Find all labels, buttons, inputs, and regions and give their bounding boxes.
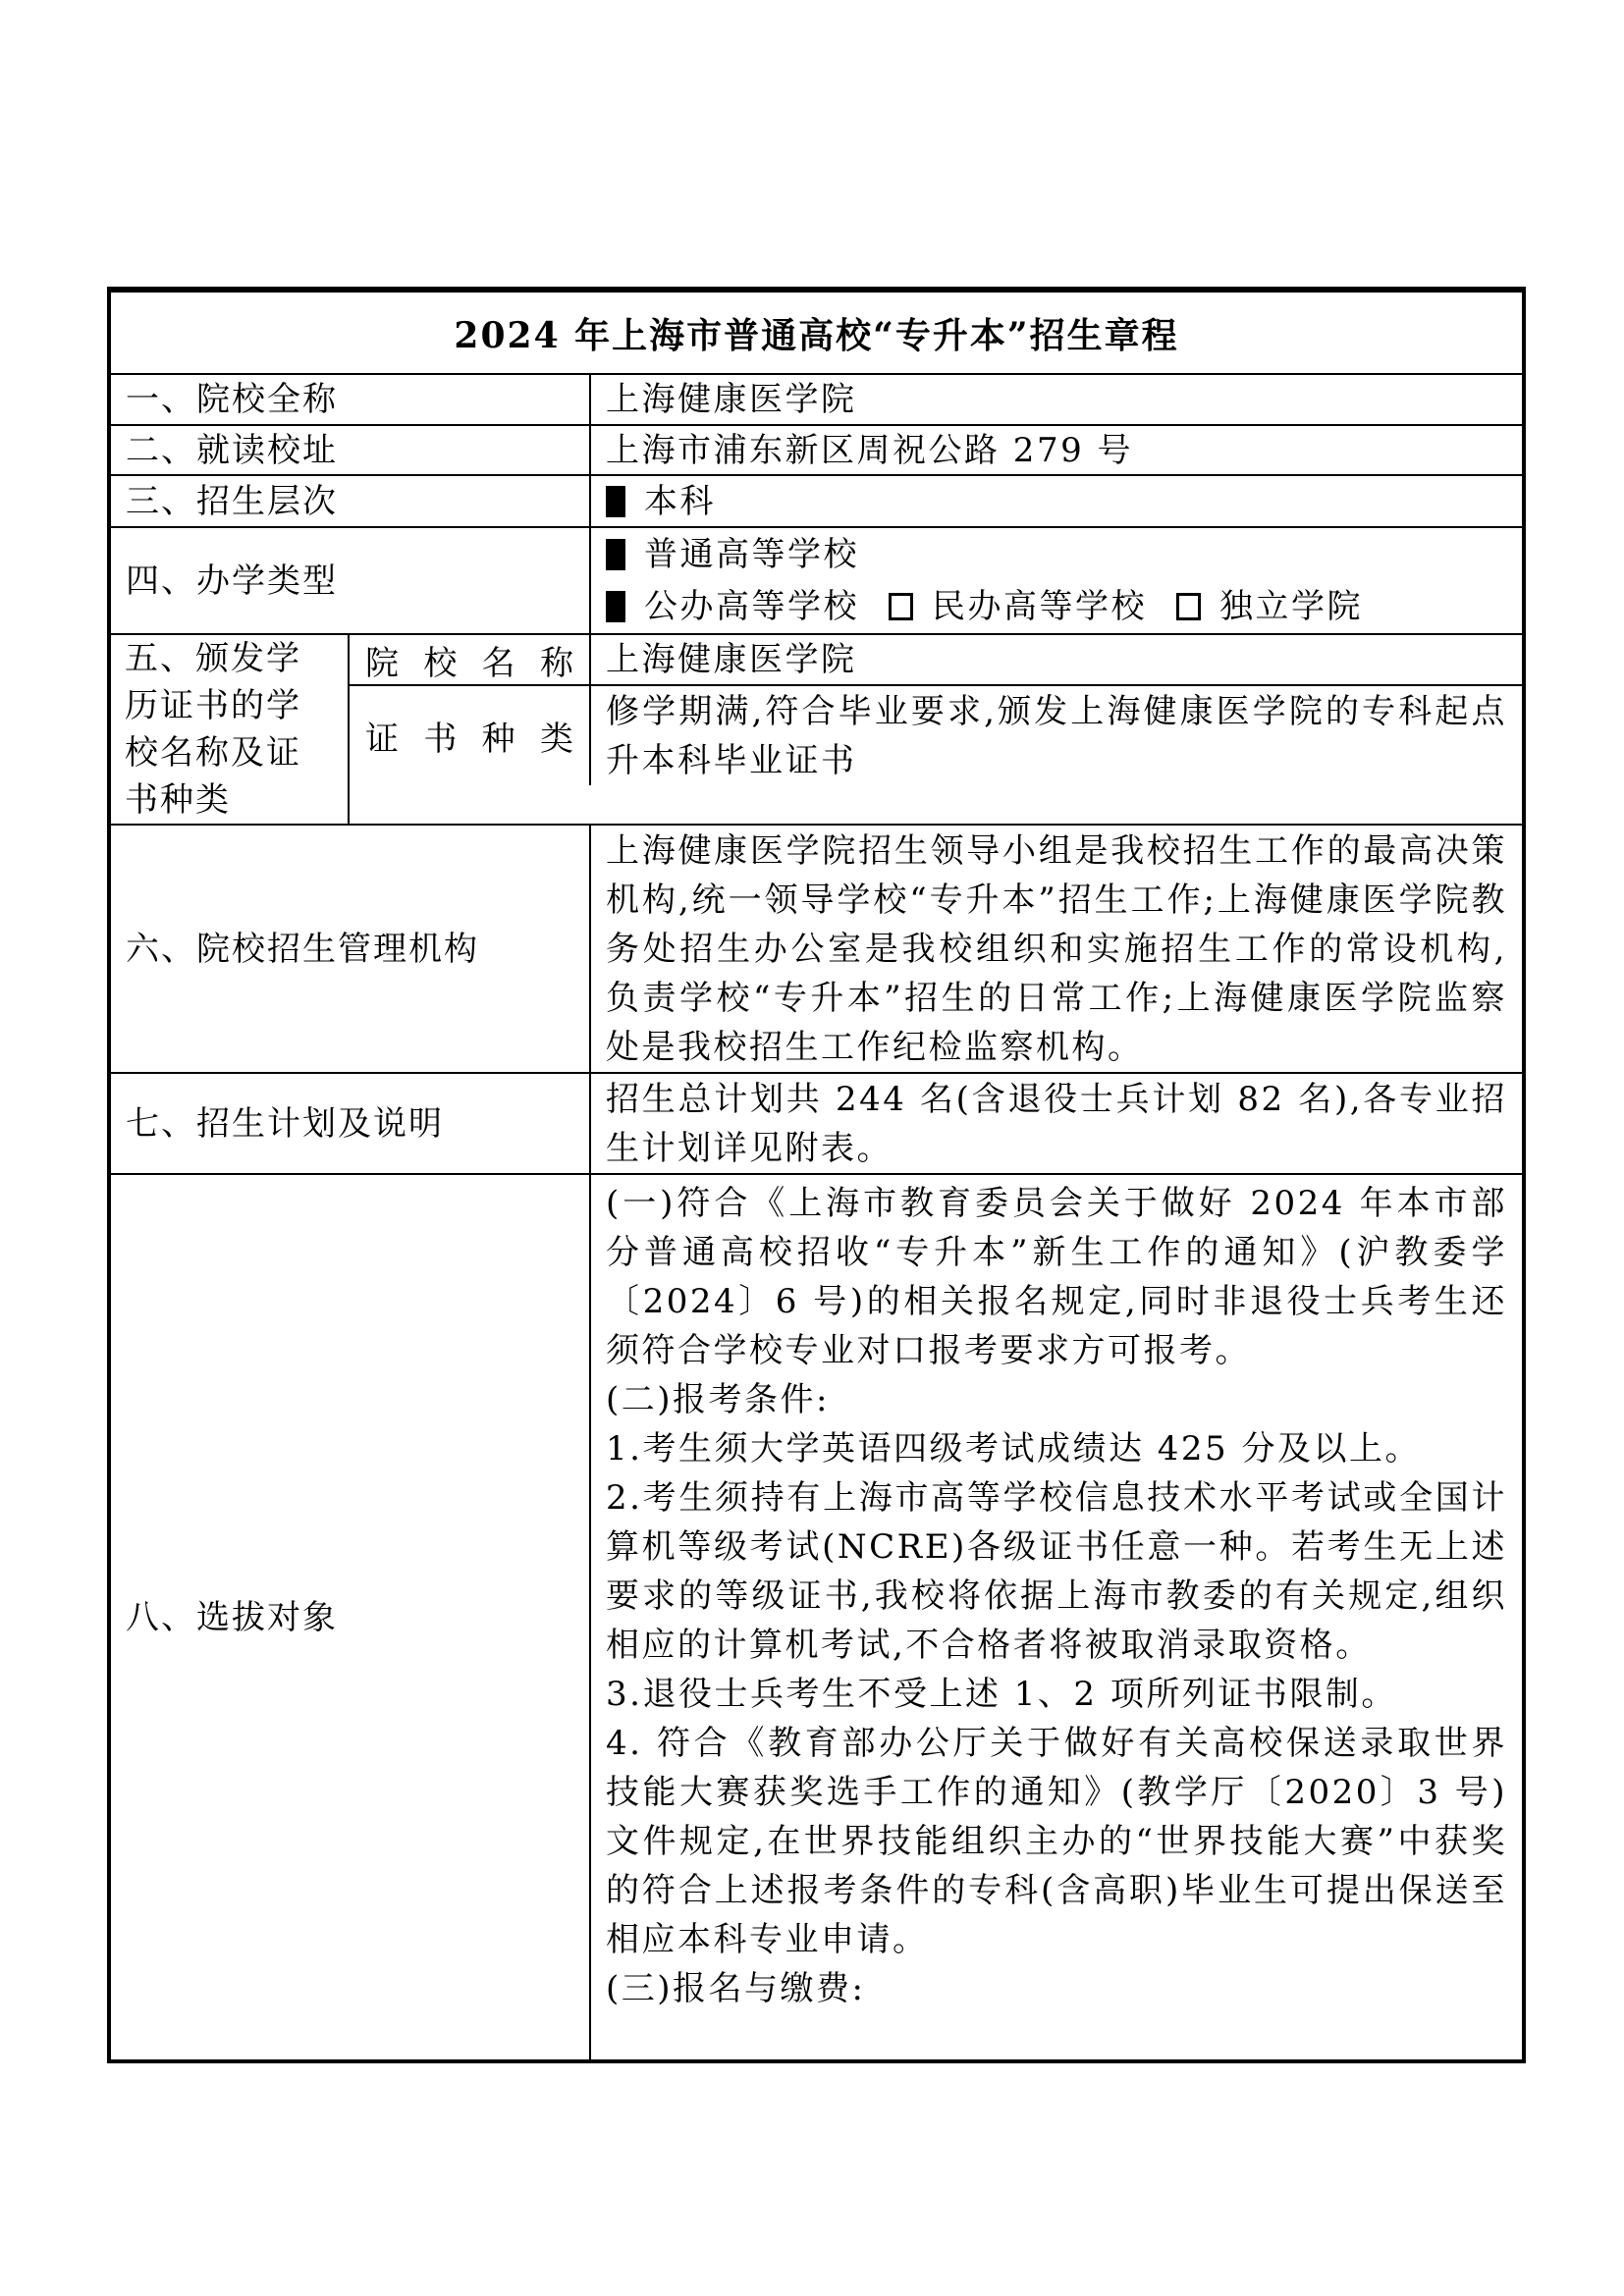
row-value: 上海健康医学院 [606,380,857,419]
option-line [606,529,1507,581]
row-value: 上海健康医学院 [606,640,857,679]
checkbox-checked-icon [606,591,625,622]
option-private-higher-school [889,582,1147,631]
checkbox-unchecked-icon [1176,593,1201,620]
row-certificate [111,633,1522,824]
paragraph: 2.考生须持有上海市高等学校信息技术水平考试或全国计算机等级考试(NCRE)各级证书任意一种。若考生无上述要求的等级证书,我校将依据上海市教委的有关规定,组织相应的计算机考试,不合格者将被取消录取资格。 [606,1478,1507,1665]
row-certificate-type [350,684,1522,785]
option-label: 公办高等学校 [644,587,859,626]
option-line [606,581,1507,633]
row-campus-address [111,424,1522,474]
checkbox-checked-icon [606,486,625,517]
paragraph: 4. 符合《教育部办公厅关于做好有关高校保送录取世界技能大赛获奖选手工作的通知》(教学厅〔2020〕3 号)文件规定,在世界技能组织主办的“世界技能大赛”中获奖的符合上述报考条件的专科(含高职)毕业生可提出保送至相应本科专业申请。 [606,1724,1507,1959]
row-label: 三、招生层次 [126,481,338,521]
row-value: 上海市浦东新区周祝公路 279 号 [606,430,1134,470]
row-label: 院 校 名 称 [365,643,573,683]
paragraph: (二)报考条件: [606,1380,830,1419]
row-admissions-management [111,824,1522,1072]
paragraph: (一)符合《上海市教育委员会关于做好 2024 年本市部分普通高校招收“专升本”新生工作的通知》(沪教委学〔2024〕6 号)的相关报名规定,同时非退役士兵考生还须符合学校专业对口报考要求方可报考。 [606,1184,1507,1370]
selection-targets-text [606,1179,1507,2013]
paragraph: 3.退役士兵考生不受上述 1、2 项所列证书限制。 [606,1675,1397,1714]
row-label: 六、院校招生管理机构 [126,929,479,969]
row-label: 八、选拔对象 [126,1597,338,1637]
row-value: 招生总计划共 244 名(含退役士兵计划 82 名),各专业招生计划详见附表。 [606,1079,1507,1168]
checkbox-unchecked-icon [889,593,913,620]
option-regular-higher-school [606,530,859,579]
row-enrollment-level [111,474,1522,526]
option-label: 本科 [644,481,716,521]
row-certificate-school-name [350,635,1522,684]
row-institution-type [111,526,1522,633]
option-public-higher-school [606,582,859,631]
row-label: 二、就读校址 [126,430,338,470]
checkbox-checked-icon [606,539,625,570]
row-label: 五、颁发学历证书的学校名称及证书种类 [125,639,301,820]
row-label: 四、办学类型 [126,561,338,601]
option-label: 民办高等学校 [932,587,1147,626]
admissions-charter-table [107,287,1526,2063]
option-undergraduate [606,477,716,526]
row-label: 七、招生计划及说明 [126,1103,444,1144]
row-selection-targets [111,1173,1522,2059]
paragraph: 1.考生须大学英语四级考试成绩达 425 分及以上。 [606,1429,1421,1468]
row-enrollment-plan [111,1072,1522,1173]
title-row [111,293,1522,373]
document-title: 2024 年上海市普通高校“专升本”招生章程 [454,314,1179,356]
option-label: 普通高等学校 [644,535,859,574]
row-value: 修学期满,符合毕业要求,颁发上海健康医学院的专科起点升本科毕业证书 [606,691,1507,780]
row-value: 上海健康医学院招生领导小组是我校招生工作的最高决策机构,统一领导学校“专升本”招生工作;上海健康医学院教务处招生办公室是我校组织和实施招生工作的常设机构,负责学校“专升本”招生的日常工作;上海健康医学院监察处是我校招生工作纪检监察机构。 [606,830,1507,1067]
row-label: 证 书 种 类 [365,720,573,759]
option-label: 独立学院 [1219,587,1363,626]
row-label: 一、院校全称 [126,380,338,419]
option-independent-college [1176,582,1363,631]
paragraph: (三)报名与缴费: [606,1969,866,2008]
row-institution-name [111,373,1522,424]
